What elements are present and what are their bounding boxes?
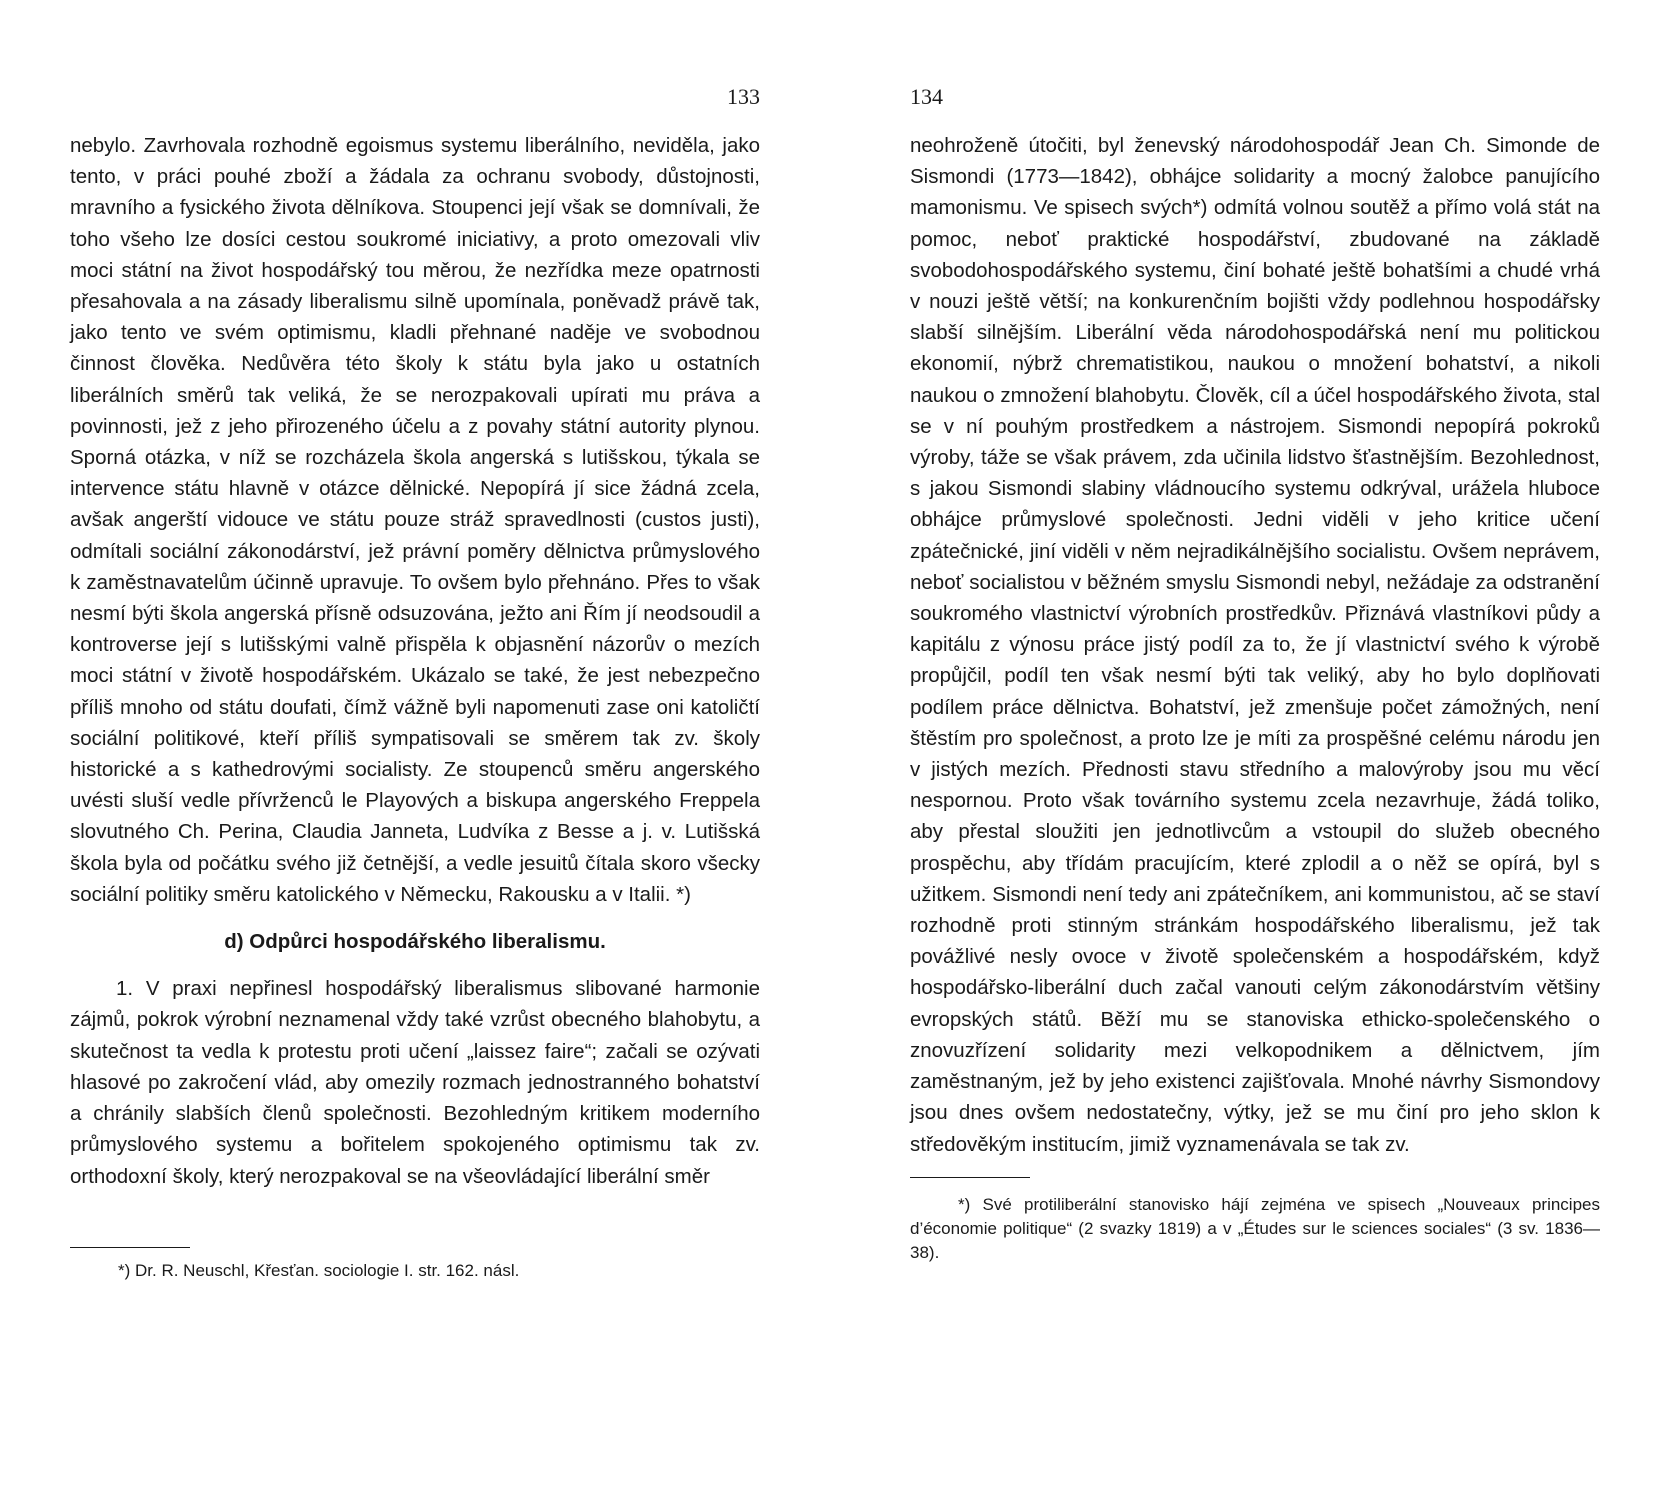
- paragraph: neohroženě útočiti, byl ženevský národohospodář Jean Ch. Simonde de Sismondi (1773—1842), obhájce solidarity a mocný žalobce panujícího mamonismu. Ve spisech svých*) odmítá volnou soutěž a přímo volá stát na pomoc, neboť praktické hospodářství, zbudované na základě svobodohospodářského systemu, činí bohaté ještě bohatšími a chudé vrhá v nouzi ještě větší; na konkurenčním bojišti vždy podlehnou hospodářsky slabší silnějším. Liberální věda národohospodářská není mu politickou ekonomií, nýbrž chrematistikou, naukou o množení bohatství, a nikoli naukou o zmnožení blahobytu. Člověk, cíl a účel hospodářského života, stal se v ní pouhým prostředkem a nástrojem. Sismondi nepopírá pokroků výroby, táže se však právem, zda učinila lidstvo šťastnějším. Bezohlednost, s jakou Sismondi slabiny vládnoucího systemu odkrýval, urážela hluboce obhájce průmyslové společnosti. Jedni viděli v jeho kritice učení zpátečnické, jiní viděli v něm nejradikálnějšího socialistu. Ovšem neprávem, neboť socialistou v běžném smyslu Sismondi nebyl, nežádaje za odstranění soukromého vlastnictví výrobních prostředkův. Přiznává vlastníkovi půdy a kapitálu z výnosu práce jistý podíl za to, že jí vlastnictví svého k výrobě propůjčil, podíl ten však nesmí býti tak veliký, aby ho bylo doplňovati podílem práce dělnictva. Bohatství, jež zmenšuje počet zámožných, není štěstím pro společnost, a proto lze je míti za prospěšné celému národu jen v jistých mezích. Přednosti stavu středního a malovýroby jsou mu věcí nespornou. Proto však továrního systemu zcela nezavrhuje, žádá toliko, aby přestal sloužiti jen jednotlivcům a vstoupil do služeb obecného prospěchu, aby třídám pracujícím, které zplodil a o něž se opírá, byl s užitkem. Sismondi není tedy ani zpátečníkem, ani kommunistou, ač se staví rozhodně proti stinným stránkám hospodářského liberalismu, jež tak povážlivé nesly ovoce v životě společenském a hospodářském, když hospodářsko-liberální duch začal vanouti celým zákonodárstvím většiny evropských států. Běží mu se stanoviska ethicko-společenského o znovuzřízení solidarity mezi velkopodnikem a dělnictvem, jím zaměstnaným, jež by jeho existenci zajišťovala. Mnohé návrhy Sismondovy jsou dnes ovšem nedostatečny, výtky, jež se mu činí pro jeho sklon k středověkým institucím, jimiž vyznamenávala se tak zv.: [910, 134, 1600, 1156]
- page-body: [70, 130, 760, 1192]
- footnote-divider: [70, 1247, 190, 1248]
- section-heading: d) Odpůrci hospodářského liberalismu.: [224, 930, 606, 954]
- paragraph: nebylo. Zavrhovala rozhodně egoismus systemu liberálního, neviděla, jako tento, v práci pouhé zboží a žádala za ochranu svobody, důstojnosti, mravního a fysického života dělníkova. Stoupenci její však se domnívali, že toho všeho lze dosíci cestou soukromé iniciativy, a proto omezovali vliv moci státní na život hospodářský tou měrou, že nezřídka meze opatrnosti přesahovala a na zásady liberalismu silně upomínala, poněvadž právě tak, jako tento ve svém optimismu, kladli přehnané naděje ve svobodnou činnost člověka. Nedůvěra této školy k státu byla jako u ostatních liberálních směrů tak veliká, že se nerozpakovali upírati mu práva a povinnosti, jež z jeho přirozeného účelu a z povahy státní autority plynou. Sporná otázka, v níž se rozcházela škola angerská s lutišskou, týkala se intervence státu hlavně v otázce dělnické. Nepopírá jí sice žádná zcela, avšak angerští vidouce ve státu pouze stráž spravedlnosti (custos justi), odmítali sociální zákonodárství, jež právní poměry dělnictva průmyslového k zaměstnavatelům účinně upravuje. To ovšem bylo přehnáno. Přes to však nesmí býti škola angerská přísně odsuzována, ježto ani Řím jí neodsoudil a kontroverse její s lutišskými valně přispěla k objasnění názorův o mezích moci státní v životě hospodářském. Ukázalo se také, že jest nebezpečno příliš mnoho od státu doufati, čímž vážně byli napomenuti zase oni katoličtí sociální politikové, kteří příliš sympatisovali se směrem tak zv. školy historické a s kathedrovými socialisty. Ze stoupenců směru angerského uvésti sluší vedle přívrženců le Playových a biskupa angerského Freppela slovutného Ch. Perina, Claudia Janneta, Ludvíka z Besse a j. v. Lutišská škola byla od počátku svého již četnější, a vedle jesuitů čítala skoro všecky sociální politiky směru katolického v Německu, Rakousku a v Italii. *): [70, 134, 760, 906]
- page-body: [910, 130, 1600, 1160]
- footnote: *) Dr. R. Neuschl, Křesťan. sociologie I. str. 162. násl.: [118, 1261, 520, 1280]
- page-number: 133: [727, 84, 760, 109]
- page-number: 134: [910, 84, 943, 109]
- footnote-divider: [910, 1177, 1030, 1178]
- paragraph: 1. V praxi nepřinesl hospodářský liberalismus slibované harmonie zájmů, pokrok výrobní neznamenal vždy také vzrůst obecného blahobytu, a skutečnost ta vedla k protestu proti učení „laissez faire“; začali se ozývati hlasové po zakročení vlád, aby omezily rozmach jednostranného bohatství a chránily slabších členů společnosti. Bezohledným kritikem moderního průmyslového systemu a bořitelem spokojeného optimismu tak zv. orthodoxní školy, který nerozpakoval se na všeovládající liberální směr: [70, 977, 760, 1188]
- footnote: *) Své protiliberální stanovisko hájí zejména ve spisech „Nouveaux principes d’économie politique“ (2 svazky 1819) a v „Études sur le sciences sociales“ (3 sv. 1836—38).: [910, 1195, 1600, 1262]
